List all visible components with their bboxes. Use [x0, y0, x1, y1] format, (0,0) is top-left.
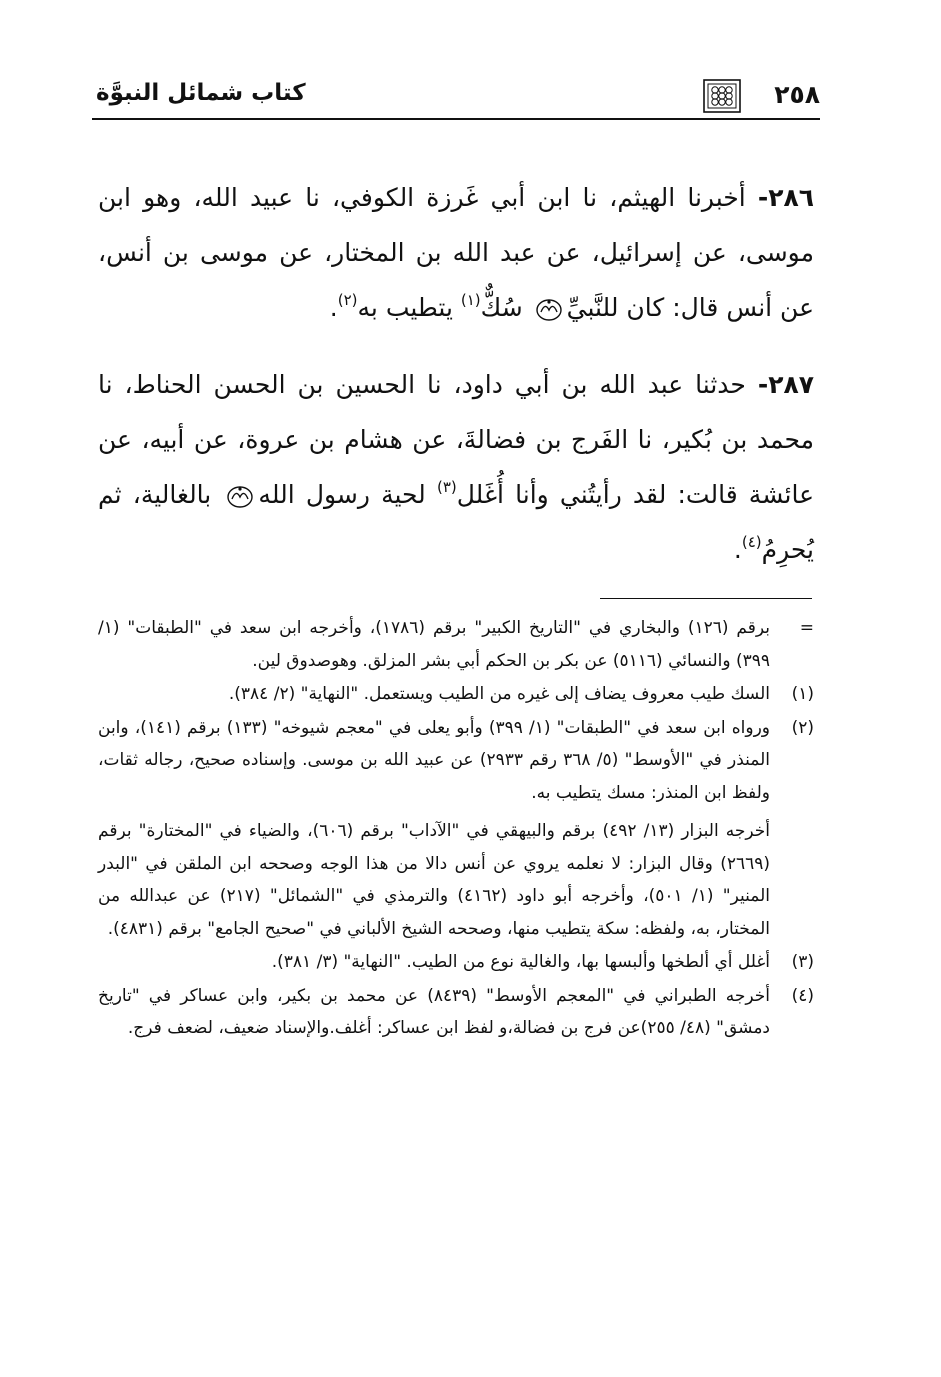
salawat-icon: [535, 296, 563, 322]
hadith-text: بالغالية، ثم يُحرِمُ: [98, 480, 814, 564]
book-title: كتاب شمائل النبوَّة: [96, 80, 306, 106]
footnote-text: أغلل أي ألطخها وألبسها بها، والغالية نوع من الطيب. "النهاية" (٣/ ٣٨١).: [271, 952, 770, 972]
page-header: [92, 78, 820, 120]
footnote-body: [98, 946, 770, 979]
footnote-ref[interactable]: (٣): [436, 478, 457, 496]
hadith-287: [98, 357, 814, 577]
hadith-text: سُكٌّ: [480, 293, 531, 322]
footnote-3: [98, 946, 814, 979]
footnote-text: السك طيب معروف يضاف إلى غيره من الطيب ويستعمل. "النهاية" (٢/ ٣٨٤).: [228, 684, 770, 704]
footnote-ref[interactable]: (٢): [337, 291, 358, 309]
footnote-body: [98, 980, 770, 1045]
footnote-marker: (١): [791, 684, 814, 704]
footnote-text: أخرجه الطبراني في "المعجم الأوسط" (٨٤٣٩) عن محمد بن بكير، وابن عساكر في "تاريخ دمشق" (٤٨/ ٢٥٥)عن فرج بن فضالة،و لفظ ابن عساكر: أغلف.والإسناد ضعيف، لضعف فرج.: [98, 985, 771, 1038]
hadith-286: [98, 170, 814, 335]
footnote-body: [98, 712, 770, 946]
footnote-4: [98, 980, 814, 1045]
hadith-text: لحية رسول الله: [258, 480, 437, 509]
footnote-text: برقم (١٢٦) والبخاري في "التاريخ الكبير" برقم (١٧٨٦)، وأخرجه ابن سعد في "الطبقات" (١/ ٣٩٩) والنسائي (٥١١٦) عن بكر بن الحكم أبي بشر المزلق. وهوصدوق لين.: [98, 618, 770, 671]
hadith-end: .: [329, 293, 338, 322]
hadith-text: يتطيب به: [357, 293, 461, 322]
salawat-icon: [226, 483, 254, 509]
footnotes: [98, 612, 814, 1045]
footnote-continuation: [98, 612, 814, 677]
main-text: [98, 170, 814, 577]
footnote-text: ورواه ابن سعد في "الطبقات" (١/ ٣٩٩) وأبو يعلى في "معجم شيوخه" (١٣٣) برقم (١٤١)، وابن المنذر في "الأوسط" (٥/ ٣٦٨ رقم ٢٩٣٣) عن عبيد الله بن موسى. وإسناده صحيح، رجاله ثقات، ولفظ ابن المنذر: مسك يتطيب به.: [98, 717, 771, 803]
footnote-marker: (٤): [791, 985, 814, 1006]
footnote-body: [98, 612, 770, 677]
hadith-number: ٢٨٧-: [757, 370, 814, 399]
hadith-end: .: [733, 535, 742, 564]
hadith-text: حدثنا عبد الله بن أبي داود، نا الحسين بن الحسن الحناط، نا محمد بن بُكير، نا الفَرج بن فضالةَ، عن هشام بن عروة، عن أبيه، عن عائشة قالت: لقد رأيتُني وأنا أُغَلل: [98, 370, 814, 509]
hadith-text: أخبرنا الهيثم، نا ابن أبي غَرزة الكوفي، نا عبيد الله، وهو ابن موسى، عن إسرائيل، عن عبد الله بن المختار، عن موسى بن أنس، عن أنس قال: كان للنَّبيِّ: [98, 183, 814, 322]
ornament-icon: [702, 78, 742, 114]
footnote-1: [98, 678, 814, 711]
footnote-ref[interactable]: (١): [460, 291, 481, 309]
footnote-separator: [600, 598, 812, 599]
page-number: ٢٥٨: [774, 80, 820, 109]
footnote-2: [98, 712, 814, 946]
footnote-ref[interactable]: (٤): [741, 533, 762, 551]
footnote-body: [98, 678, 770, 711]
footnote-marker: (٣): [791, 952, 814, 972]
hadith-number: ٢٨٦-: [757, 183, 814, 212]
footnote-text: أخرجه البزار (١٣/ ٤٩٢) برقم والبيهقي في "الآداب" برقم (٦٠٦)، والضياء في "المختارة" برقم (٢٦٦٩) وقال البزار: لا نعلمه يروي عن أنس دالا من هذا الوجه وصححه ابن الملقن في "البدر المنير" (١/ ٥٠١)، وأخرجه أبو داود (٤١٦٢) والترمذي في "الشمائل" (٢١٧) عن عبدالله من المختار، به، ولفظه: سكة يتطيب منها، وصححه الشيخ الألباني في "صحيح الجامع" برقم (٤٨٣١).: [98, 821, 771, 939]
header-rule: [92, 118, 820, 120]
footnote-marker: (٢): [791, 717, 814, 738]
footnote-marker: =: [799, 618, 814, 638]
